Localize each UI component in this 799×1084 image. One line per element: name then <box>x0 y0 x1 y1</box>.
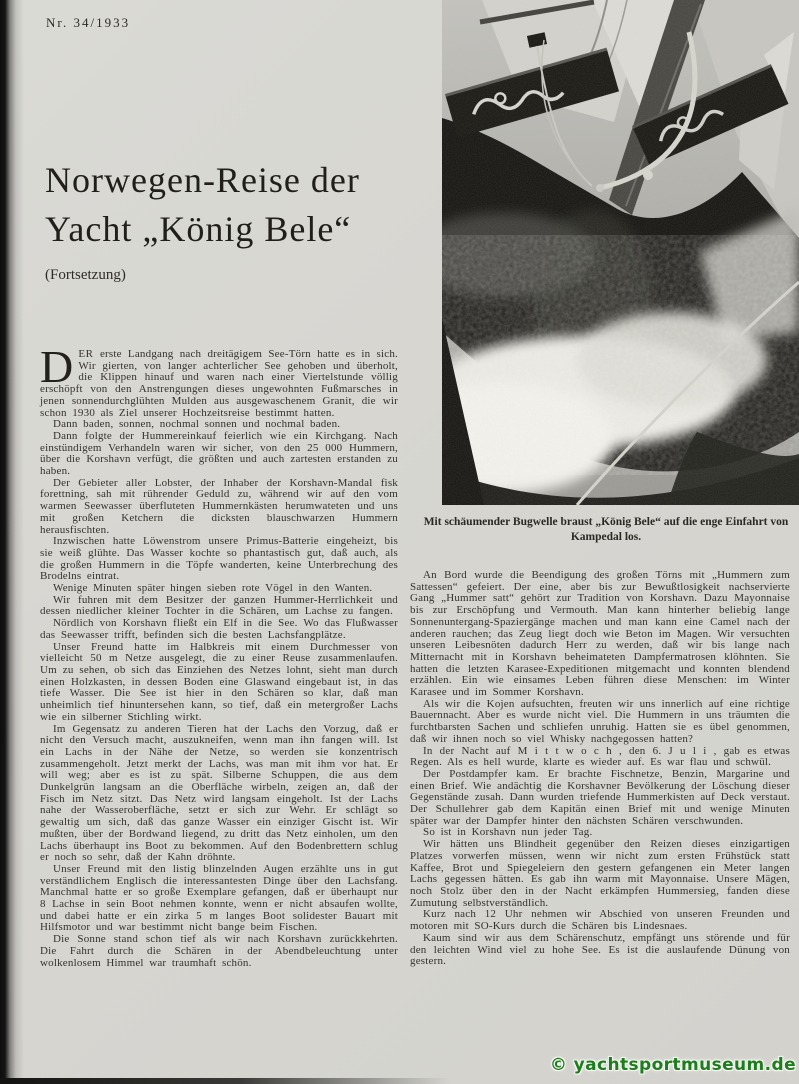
photo-caption: Mit schäumender Bugwelle braust „König Bele“ auf die enge Einfahrt von Kampedal los. <box>423 516 789 543</box>
paragraph: Kaum sind wir aus dem Schärenschutz, empfängt uns störende und für den leichten Wind viel zu hohe See. Es ist die auslaufende Dünung von gestern. <box>410 931 790 968</box>
paragraph: Wir fuhren mit dem Besitzer der ganzen Hummer-Herrlichkeit und dessen niedlicher kleiner Tochter in die Schären, um Lachse zu fangen. <box>40 593 398 618</box>
drop-cap: D <box>40 341 74 392</box>
watermark: © yachtsportmuseum.de <box>549 1055 796 1075</box>
paragraph: Wir hätten uns Blindheit gegenüber den Reizen dieses einzigartigen Platzes vorwerfen müssen, wenn wir nicht zum ersten Frühstück statt Kaffee, Brot und Spiegeleiern den gestern gefangenen ein Meter langen Lachs gegessen hätten. Es gab ihn warm mit Mayonnaise. Unsere Mägen, noch Stolz über den in der Nacht erkämpfen Hummersieg, fanden diese Zumutung selbstverständlich. <box>410 838 790 909</box>
paragraph: So ist in Korshavn nun jeder Tag. <box>423 826 593 839</box>
paragraph: Als wir die Kojen aufsuchten, freuten wir uns innerlich auf eine richtige Bauernnacht. Aber es wurde nicht viel. Die Hummern in uns träumten die furchtbarsten Sachen und schliefen unruhig. Hatten sie es übel genommen, daß wir ihnen noch so viel Whisky nachgegossen hatten? <box>410 697 790 745</box>
paragraph: Kurz nach 12 Uhr nehmen wir Abschied von unseren Freunden und motoren mit SO-Kurs durch die Schären bis Lindesnaes. <box>410 908 790 933</box>
paragraph: Unser Freund hatte im Halbkreis mit einem Durchmesser von vielleicht 50 m Netze ausgelegt, die zu einer Reuse zusammenlaufen. Um zu sehen, ob sich das Einziehen des Netzes lohnt, sieht man durch einen Holzkasten, in dessen Boden eine Glaswand eingebaut ist, in das tiefe Wasser. Die See ist hier in den Schären so klar, daß man unheimlich tief hinuntersehen kann, so tief, daß ein metergroßer Lachs wie ein silberner Stichling wirkt. <box>40 640 398 723</box>
paragraph: Im Gegensatz zu anderen Tieren hat der Lachs den Vorzug, daß er nicht den Versuch macht, auszukneifen, wenn man ihn fangen will. Ist ein Lachs in der Nähe der Netze, so werden sie konzentrisch zusammengeholt. Jetzt merkt der Lachs, was man mit ihm vor hat. Er will weg; aber es ist zu spät. Silberne Schuppen, die aus dem Dunkelgrün langsam an die Oberfläche wirbeln, zeigen an, daß der Fisch im Netz sitzt. Das Netz wird langsam eingeholt. Ist der Lachs nahe der Wasseroberfläche, setzt er sich zur Wehr. Er schlägt so gewaltig um sich, daß das ganze Wasser ein einziger Gischt ist. Wir mußten, über der Bordwand liegend, zu dritt das Netz einholen, um den Lachs überhaupt ins Boot zu bekommen. Auf den Bodenbrettern schlug er noch so sehr, daß der Kahn dröhnte. <box>40 722 398 864</box>
title-line-2: Yacht „König Bele“ <box>45 209 352 249</box>
issue-number: Nr. 34/1933 <box>46 15 131 30</box>
paragraph: Unser Freund mit den listig blinzelnden Augen erzählte uns in gut verständlichem Englisch die interessantesten Dinge über den Lachsfang. Manchmal hatte er so große Exemplare gefangen, daß er überhaupt nur 8 Lachse in sein Boot nehmen konnte, wenn er nicht absaufen wollte, und dabei hatte er ein zirka 5 m langes Boot solidester Bauart mit Hilfsmotor und war bestimmt nicht bange beim Fischen. <box>40 862 398 934</box>
scan-edge-bottom <box>0 1078 450 1084</box>
paragraph: DER erste Landgang nach dreitägigem See-Törn hatte es in sich. Wir gierten, von langer achterlicher See gehoben und überholt, die Klippen hinauf und waren nach einer Viertelstunde völlig erschöpft von den Anstrengungen dieses ungewohnten Fußmarsches in jenen sonnendurchglühten Mulden aus ausgewaschenem Granit, die wir schon 1930 als Ziel unserer Hochzeitsreise bestimmt hatten. <box>40 341 398 419</box>
left-column <box>40 341 398 969</box>
article-title <box>45 156 425 284</box>
scan-edge-left <box>0 0 24 1084</box>
paragraph: In der Nacht auf M i t t w o c h , den 6. J u l i , gab es etwas Regen. Als es hell wurde, klarte es wieder auf. Es war flau und schwül. <box>410 744 790 769</box>
paragraph: Die Sonne stand schon tief als wir nach Korshavn zurückkehrten. Die Fahrt durch die Schären in der Abendbeleuchtung unter wolkenlosem Himmel war traumhaft schön. <box>40 933 398 969</box>
paragraph: Dann folgte der Hummereinkauf feierlich wie ein Kirchgang. Nach einstündigem Verhandeln waren wir sicher, von den 25 000 Hummern, über die Korshavn verfügt, die größten und auch zartesten erstanden zu haben. <box>40 429 398 478</box>
bow-wave-photo-illustration <box>442 0 799 505</box>
paragraph: Dann baden, sonnen, nochmal sonnen und nochmal baden. <box>53 418 341 431</box>
paragraph: Wenige Minuten später hingen sieben rote Vögel in den Wanten. <box>53 582 373 595</box>
paragraph: Nördlich von Korshavn fließt ein Elf in die See. Wo das Flußwasser das Seewasser trifft, befinden sich die besten Lachsfangplätze. <box>40 617 398 641</box>
bow-wave-photo <box>442 0 799 505</box>
right-column <box>410 570 790 968</box>
paragraph: Der Postdampfer kam. Er brachte Fischnetze, Benzin, Margarine und einen Brief. Wie andächtig die Korshavner Bevölkerung der Löschung dieser Gegenstände zusah. Dann wurden triefende Hummerkisten auf Deck verstaut. Der Schullehrer gab dem Kapitän einen Brief mit und wenige Minuten später war der Dampfer hinter den nächsten Schären verschwunden. <box>410 767 790 827</box>
lead-caps: ER <box>78 348 100 360</box>
paragraph: Der Gebieter aller Lobster, der Inhaber der Korshavn-Mandal fisk forettning, sah mit rührender Geduld zu, während wir auf den vom warmen Seewasser überfluteten Hummernkästen herumwateten und uns mit großen Ketchern die dicksten blauschwarzen Hummern herausfischten. <box>40 476 398 536</box>
subtitle-fortsetzung: (Fortsetzung) <box>45 267 126 283</box>
title-line-1: Norwegen-Reise der <box>45 160 360 200</box>
paragraph: An Bord wurde die Beendigung des großen Törns mit „Hummern zum Sattessen“ gefeiert. Der eine, aber bis zur Bewußtlosigkeit nachservierte Gang „Hummer satt“ gehört zur Tradition von Korshavn. Dazu Mayonnaise bis zur Erschöpfung und Vermouth. Man kann hinterher beliebig lange Sonnenuntergang-Spaziergänge machen und man kann eine Camel nach der anderen rauchen; das Zeug liegt doch wie Beton im Magen. Wir versuchten unseren Leibesnöten dadurch Herr zu werden, daß wir bis lange nach Mitternacht mit in Korshavn beheimateten Dampfermatrosen klöhnten. Sie hatten die letzten Karasee-Expeditionen mitgemacht und konnten blendend erzählen. Ein wie einsames Leben führen diese Menschen: im Winter Karasee und im Sommer Korshavn. <box>410 569 790 699</box>
paragraph: Inzwischen hatte Löwenstrom unsere Primus-Batterie eingeheizt, bis sie weiß glühte. Das Wasser kochte so phantastisch gut, daß auch, als die großen Hummern in die Töpfe wanderten, keine Unterbrechung des Brodelns eintrat. <box>40 535 398 583</box>
